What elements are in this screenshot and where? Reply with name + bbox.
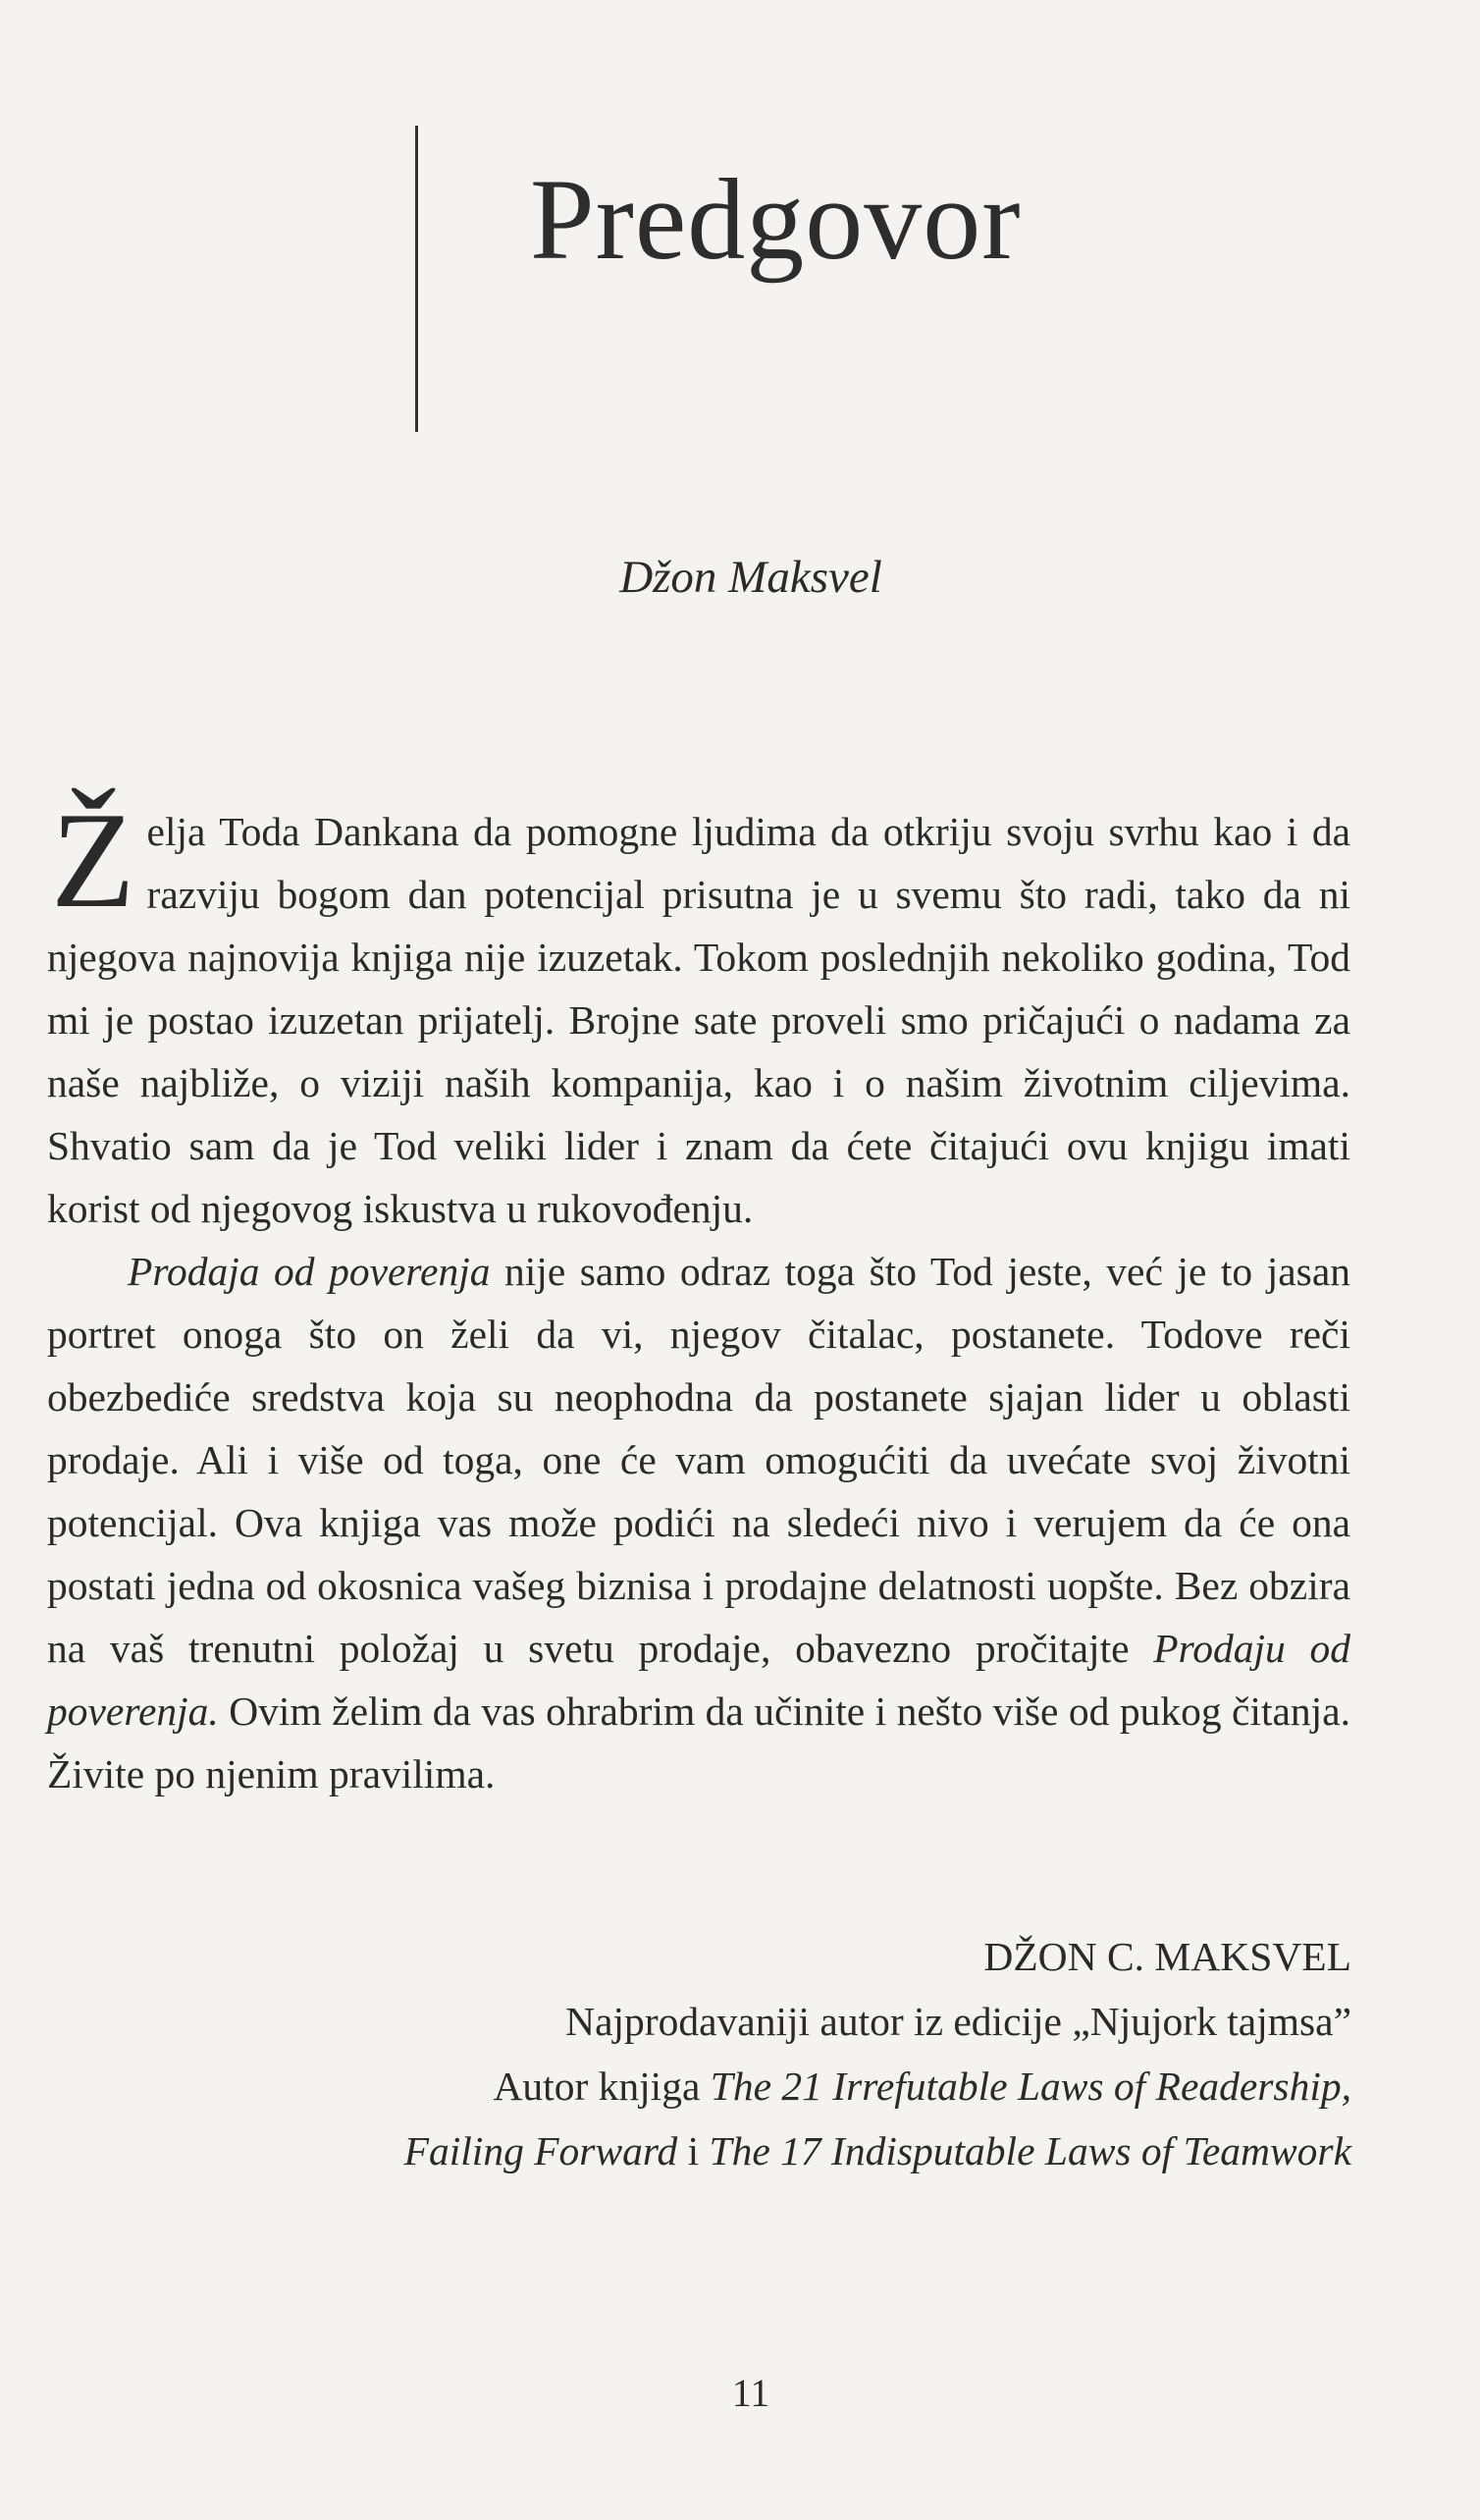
signature-credit: Najprodavaniji autor iz edicije „Njujork tajmsa” <box>565 1999 1351 2044</box>
book-title-1: The 21 Irrefutable Laws of Readership, <box>710 2064 1351 2109</box>
books-prefix: Autor knjiga <box>493 2064 711 2109</box>
paragraph-1 <box>47 784 1350 1240</box>
chapter-vertical-rule <box>415 126 418 432</box>
paragraph-2-text-b: Ovim želim da vas ohrabrim da učinite i nešto više od pukog čitanja. Živite po njenim pravilima. <box>47 1689 1350 1796</box>
book-title-italic: Prodaja od poverenja <box>128 1249 491 1294</box>
drop-cap: Ž <box>51 784 135 937</box>
signature-books-line-1 <box>404 2054 1351 2118</box>
book-title-3: The 17 Indisputable Laws of Teamwork <box>709 2128 1351 2173</box>
chapter-author: Džon Maksvel <box>619 552 882 603</box>
signature-block <box>404 1924 1351 2183</box>
book-title-2: Failing Forward <box>403 2128 678 2173</box>
page-number: 11 <box>731 2371 770 2415</box>
body-text <box>47 784 1350 1805</box>
paragraph-2 <box>47 1240 1350 1805</box>
paragraph-1-text: elja Toda Dankana da pomogne ljudima da otkriju svoju svrhu kao i da razviju bogom dan potencijal prisutna je u svemu što radi, tako da ni njegova najnovija knjiga nije izuzetak. Tokom poslednjih nekoliko godina, Tod mi je postao izuzetan prijatelj. Brojne sate proveli smo pričajući o nadama za naše najbliže, o viziji naših kompanija, kao i o našim životnim ciljevima. Shvatio sam da je Tod veliki lider i znam da ćete čitajući ovu knjigu imati korist od njegovog iskustva u rukovođenju. <box>47 809 1350 1231</box>
chapter-title: Predgovor <box>530 155 1022 284</box>
signature-books-line-2 <box>404 2118 1351 2183</box>
signature-name: DŽON C. MAKSVEL <box>983 1934 1351 1979</box>
books-connector: i <box>677 2128 710 2173</box>
book-title-italic-2: Prodaju od poverenja. <box>47 1626 1350 1734</box>
paragraph-2-text-a: nije samo odraz toga što Tod jeste, već je to jasan portret onoga što on želi da vi, njegov čitalac, postanete. Todove reči obezbediće sredstva koja su neophodna da postanete sjajan lider u oblasti prodaje. Ali i više od toga, one će vam omogućiti da uvećate svoj životni potencijal. Ova knjiga vas može podići na sledeći nivo i verujem da će ona postati jedna od okosnica vašeg biznisa i prodajne delatnosti uopšte. Bez obzira na vaš trenutni položaj u svetu prodaje, obavezno pročitajte <box>47 1249 1350 1671</box>
